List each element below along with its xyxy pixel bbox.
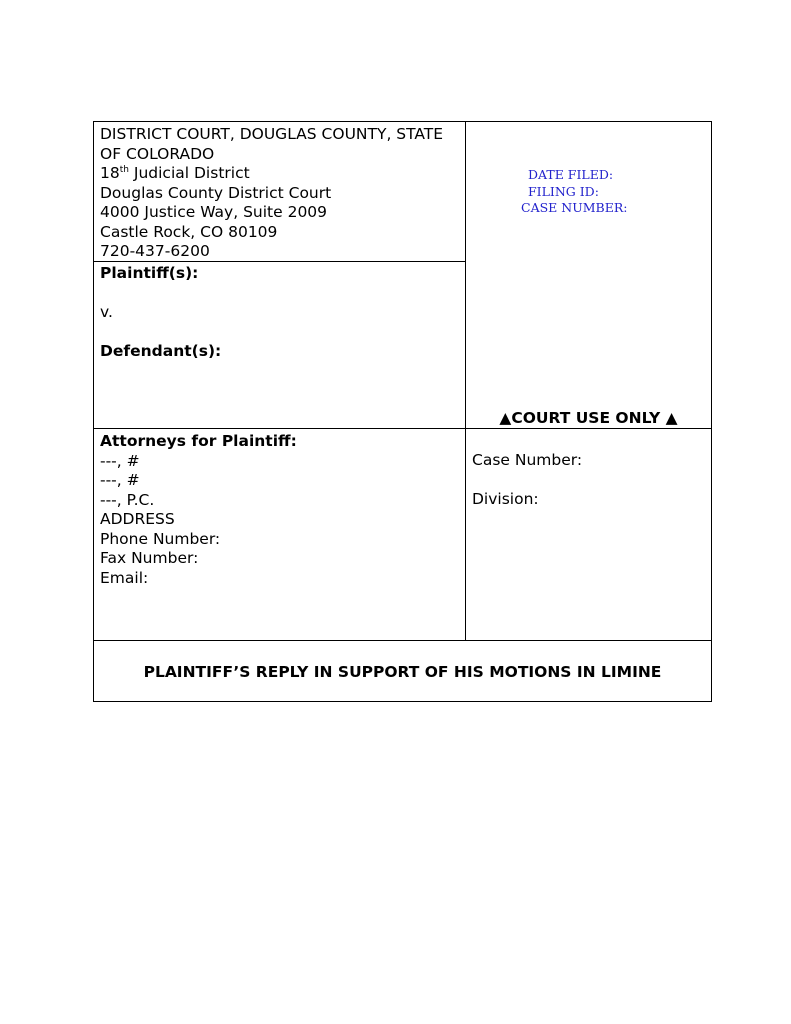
defendant-label: Defendant(s): [100,342,222,360]
court-use-only: ▲COURT USE ONLY ▲ [499,409,678,427]
judicial-district: 18th Judicial District [100,164,250,182]
caption-table [93,121,712,702]
filing-id-label: FILING ID: [528,183,599,199]
attorney-line: ADDRESS [100,510,175,528]
document-title: PLAINTIFF’S REPLY IN SUPPORT OF HIS MOTIONS IN LIMINE [143,663,662,681]
division-label: Division: [472,490,539,508]
court-address-2: Castle Rock, CO 80109 [100,222,278,241]
court-line-1: DISTRICT COURT, DOUGLAS COUNTY, STATE [100,125,444,143]
court-phone: 720-437-6200 [100,242,210,260]
filing-stamp [466,167,711,217]
case-number-label: Case Number: [472,451,583,469]
plaintiff-label: Plaintiff(s): [100,264,199,282]
court-name: Douglas County District Court [100,183,332,202]
date-filed-label: DATE FILED: [528,167,614,182]
attorney-line: Fax Number: [100,549,199,567]
attorneys-heading: Attorneys for Plaintiff: [100,432,297,450]
court-address-1: 4000 Justice Way, Suite 2009 [100,203,328,221]
attorney-line: Phone Number: [100,529,221,548]
attorney-line: ---, P.C. [100,490,155,509]
attorney-line: Email: [100,568,149,587]
attorneys-block [100,432,297,588]
row-divider-parties [94,428,711,429]
versus: v. [100,303,113,321]
case-number-stamp-label: CASE NUMBER: [521,200,628,215]
parties-block [100,264,221,362]
court-line-2: OF COLORADO [100,144,215,163]
attorney-line: ---, # [100,451,140,470]
attorney-line: ---, # [100,471,140,489]
case-info-block [472,451,582,510]
court-info [100,125,460,262]
row-divider-attorneys [94,640,711,641]
